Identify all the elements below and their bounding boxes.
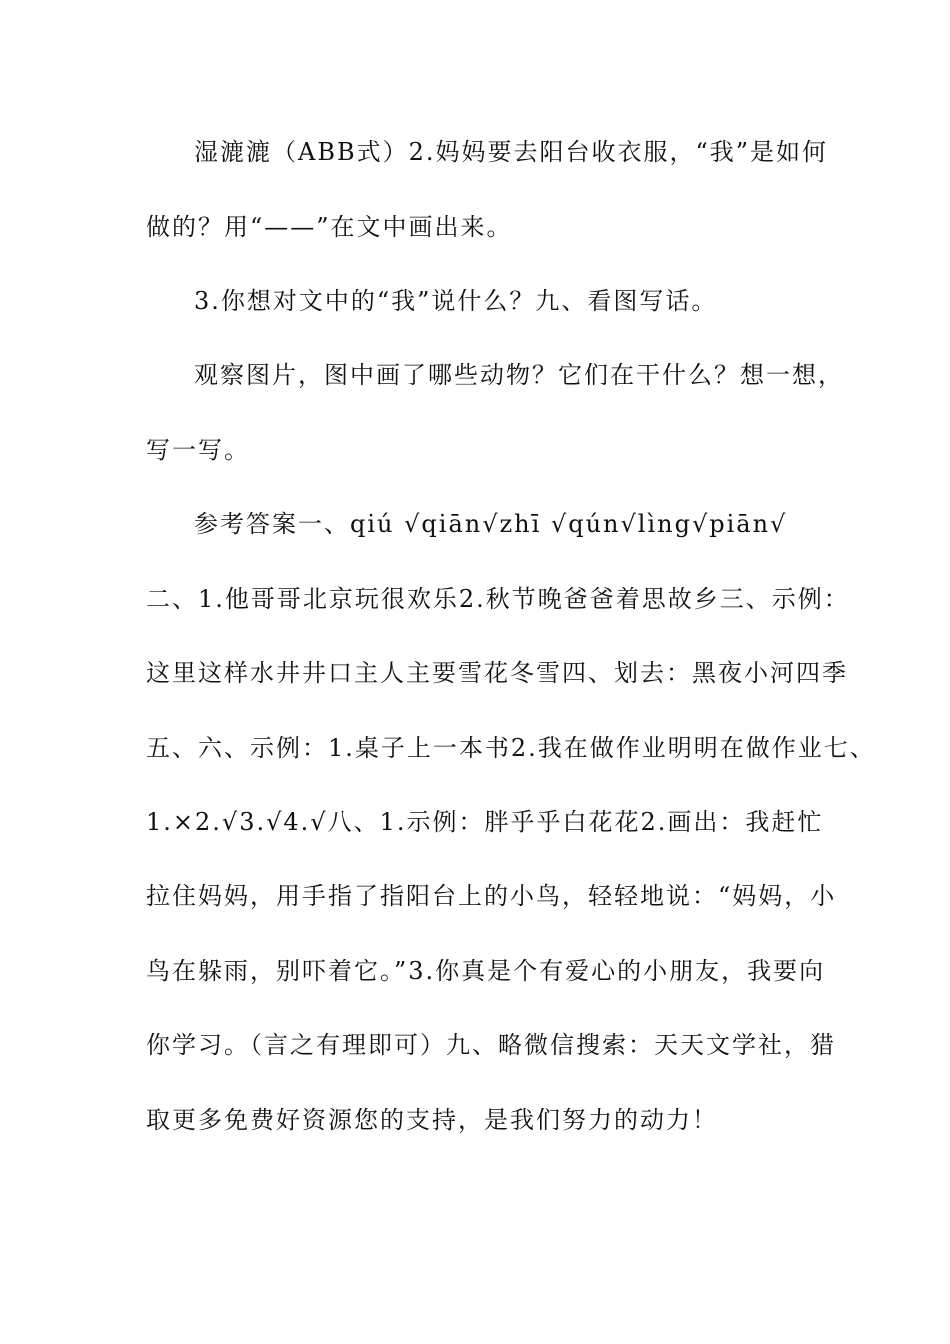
text-line-13: 你学习。（言之有理即可）九、略微信搜索：天天文学社，猎 — [146, 1031, 836, 1059]
text-line-11: 拉住妈妈，用手指了指阳台上的小鸟，轻轻地说：“妈妈，小 — [146, 882, 837, 910]
text-line-3: 3.你想对文中的“我”说什么？九、看图写话。 — [194, 287, 718, 315]
text-line-2: 做的？用“——”在文中画出来。 — [146, 213, 513, 241]
text-line-6: 参考答案一、qiú √qiān√zhī √qún√lìng√piān√ — [194, 510, 788, 538]
text-line-4: 观察图片，图中画了哪些动物？它们在干什么？想一想， — [194, 361, 844, 389]
text-line-7: 二、1.他哥哥北京玩很欢乐2.秋节晚爸爸着思故乡三、示例： — [146, 585, 850, 613]
text-line-1: 湿漉漉（ABB式）2.妈妈要去阳台收衣服，“我”是如何 — [194, 138, 829, 166]
text-line-9: 五、六、示例：1.桌子上一本书2.我在做作业明明在做作业七、 — [146, 734, 876, 762]
text-line-5: 写一写。 — [146, 436, 250, 464]
text-line-14: 取更多免费好资源您的支持，是我们努力的动力！ — [146, 1106, 718, 1134]
text-line-8: 这里这样水井井口主人主要雪花冬雪四、划去：黑夜小河四季 — [146, 659, 848, 687]
text-line-12: 鸟在躲雨，别吓着它。”3.你真是个有爱心的小朋友，我要向 — [146, 957, 826, 985]
text-line-10: 1.×2.√3.√4.√八、1.示例：胖乎乎白花花2.画出：我赶忙 — [146, 808, 824, 836]
